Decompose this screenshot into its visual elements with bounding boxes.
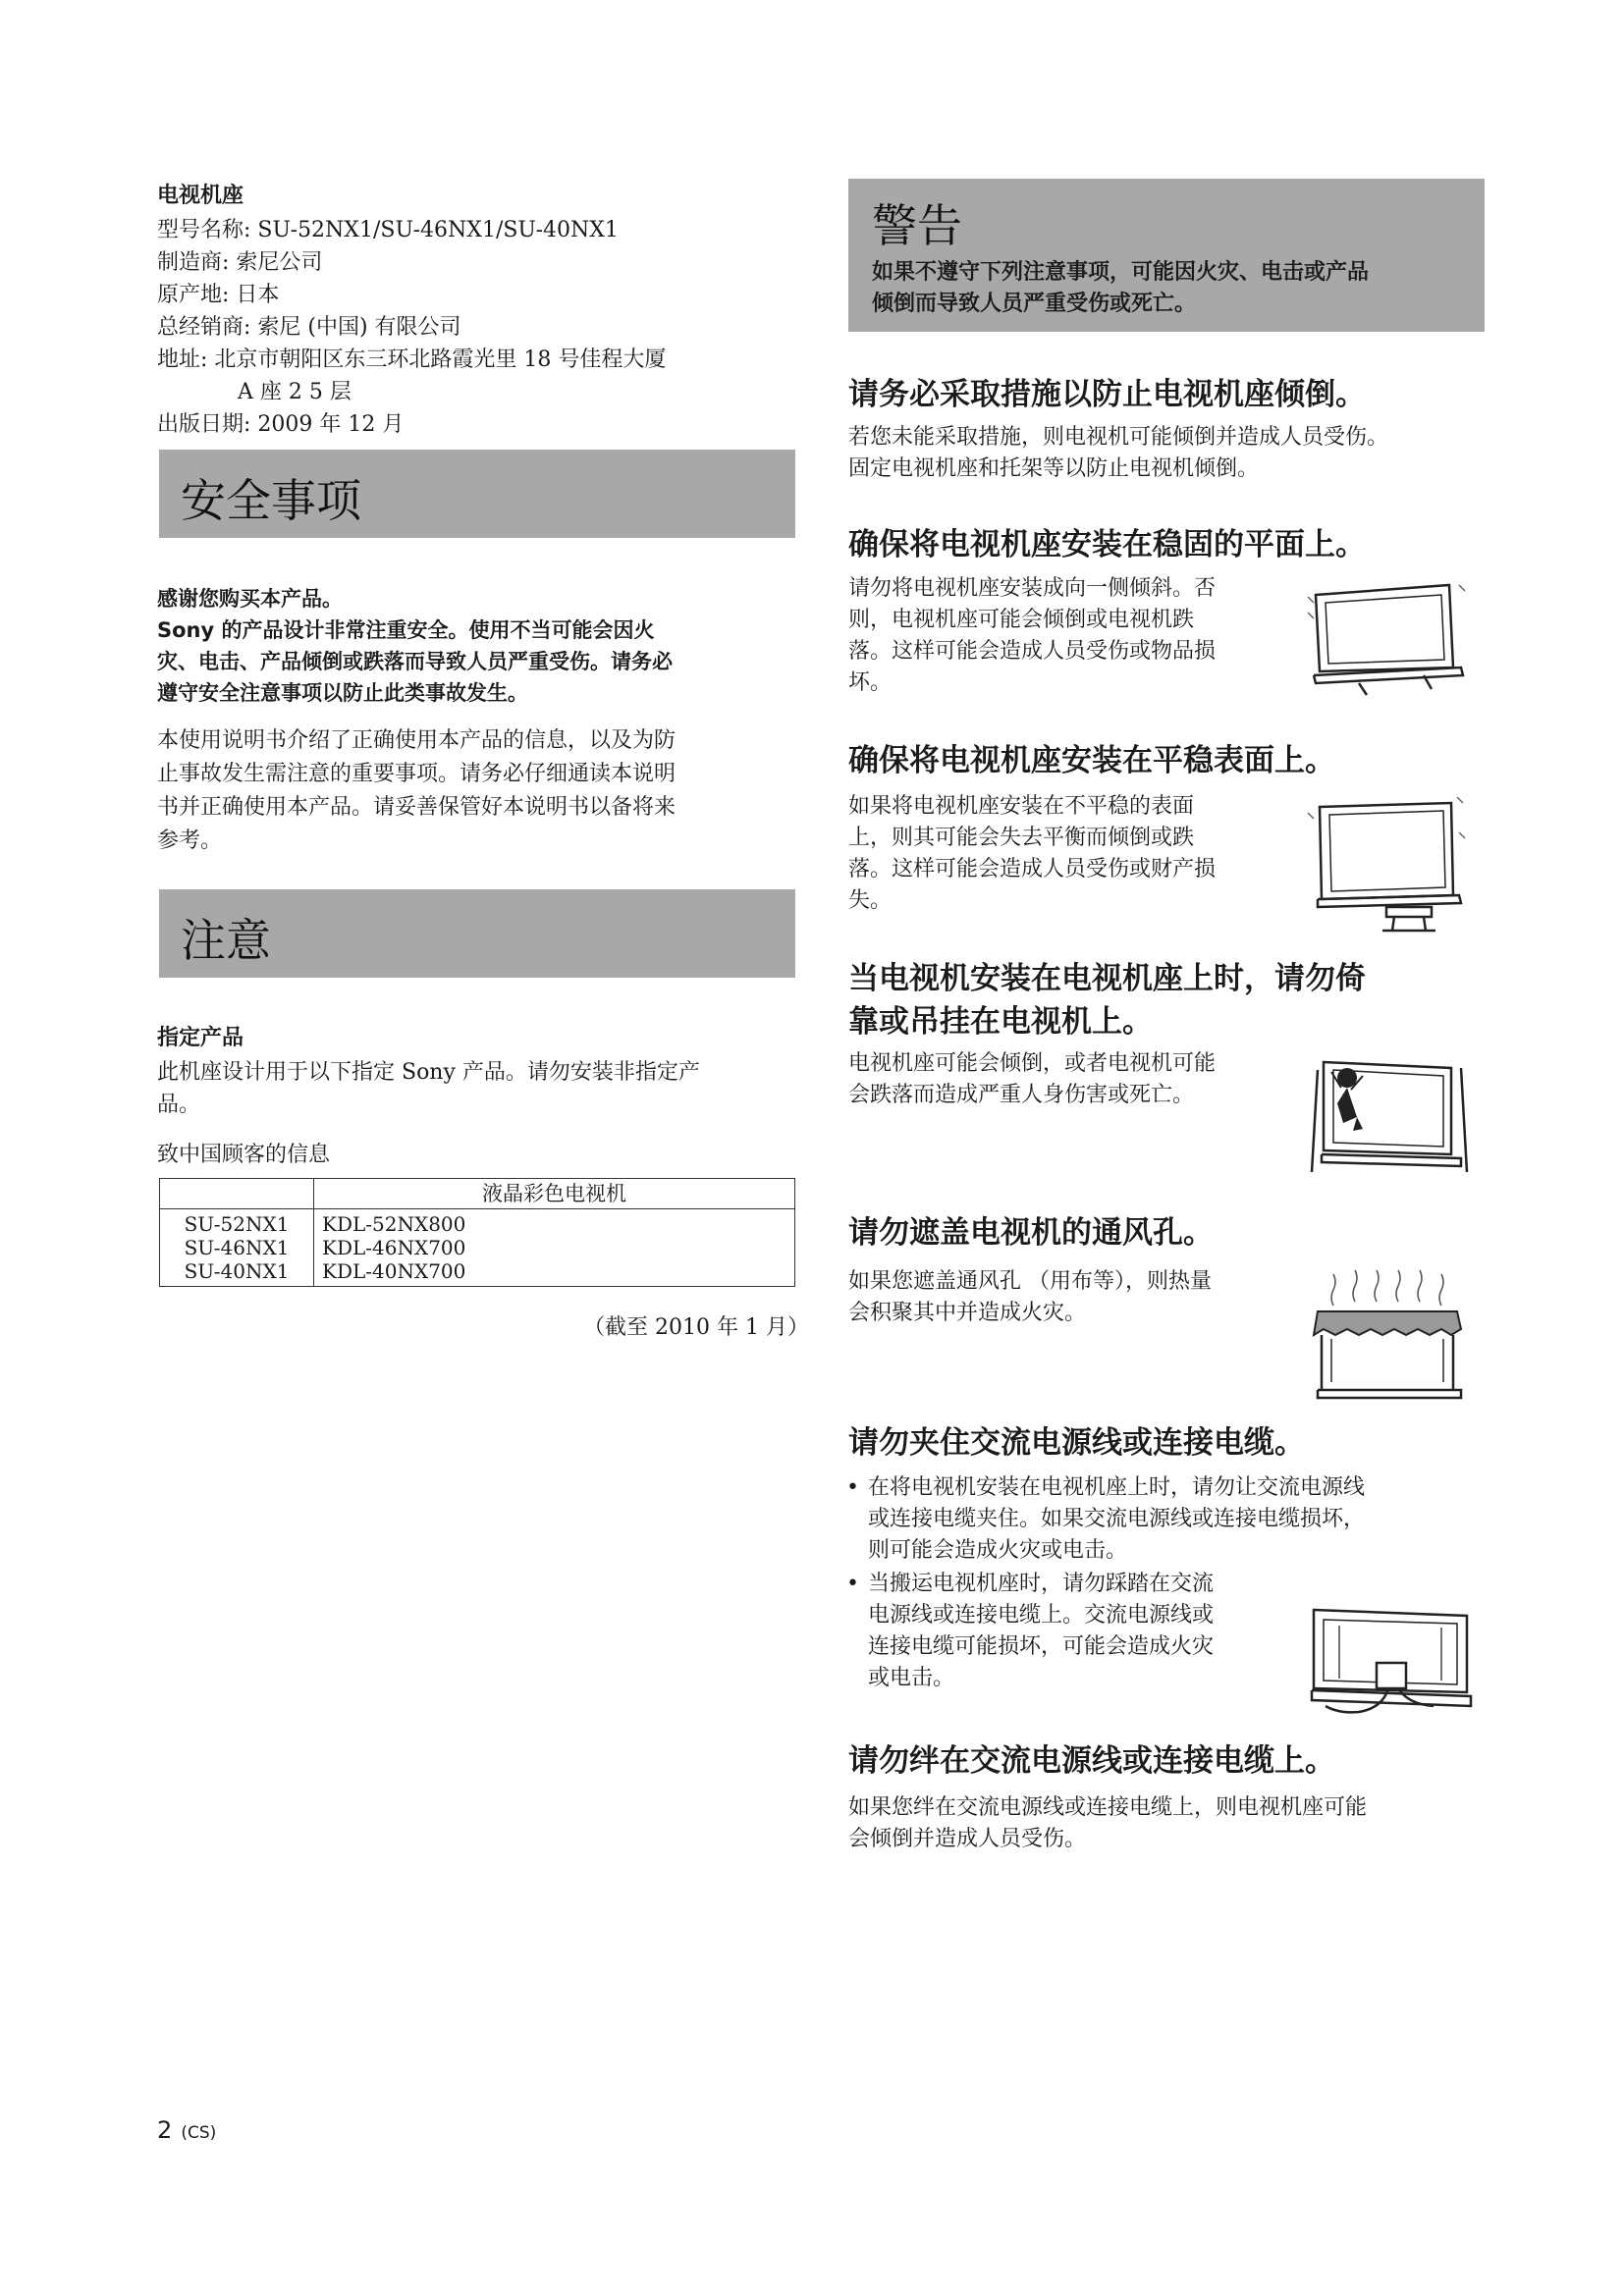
safety-intro-line: 遵守安全注意事项以防止此类事故发生。 [157, 681, 528, 705]
section-body-line: 则，电视机座可能会倾倒或电视机跌 [848, 608, 1195, 632]
safety-body [157, 724, 805, 858]
safety-intro [157, 583, 805, 709]
bullet-line: 连接电缆可能损坏，可能会造成火灾 [868, 1634, 1215, 1659]
section-title-level-surface [848, 739, 1335, 782]
section-body-do-not-lean [848, 1048, 1216, 1111]
section-title-line: 请勿夹住交流电源线或连接电缆。 [848, 1425, 1305, 1461]
warning-title: 警告 [872, 199, 962, 252]
address-line-2: A 座 2 5 层 [238, 380, 352, 404]
section-body-line: 如果将电视机座安装在不平稳的表面 [848, 794, 1195, 819]
caution-subhead: 指定产品 [157, 1026, 244, 1050]
section-title-pinch-cable [848, 1421, 1305, 1465]
section-title-line: 请勿绊在交流电源线或连接电缆上。 [848, 1743, 1335, 1779]
section-body-stable-surface [848, 573, 1216, 699]
section-title-line: 确保将电视机座安装在平稳表面上。 [848, 743, 1335, 778]
safety-title-band [159, 450, 795, 538]
section-title-do-not-lean [848, 957, 1366, 1043]
bullet-dot: • [846, 1572, 859, 1596]
table-header-cell: 液晶彩色电视机 [314, 1179, 795, 1209]
page-footer [157, 2116, 216, 2144]
section-title-line: 请勿遮盖电视机的通风孔。 [848, 1215, 1214, 1251]
warning-line: 如果不遵守下列注意事项，可能因火灾、电击或产品 [872, 260, 1370, 285]
caution-title-band [159, 889, 795, 978]
page-lang-code: (CS) [181, 2123, 217, 2143]
product-model-line: 型号名称: SU-52NX1/SU-46NX1/SU-40NX1 [157, 218, 619, 242]
publish-date-line: 出版日期: 2009 年 12 月 [157, 412, 405, 437]
caution-body-line: 品。 [157, 1093, 201, 1117]
stand-model: SU-46NX1 [184, 1236, 290, 1259]
model-table [159, 1178, 795, 1287]
address-line: 地址: 北京市朝阳区东三环北路霞光里 18 号佳程大厦 [157, 347, 667, 372]
bullet-dot: • [846, 1475, 859, 1500]
safety-intro-line: 灾、电击、产品倾倒或跌落而导致人员严重受伤。请务必 [157, 650, 673, 673]
section-body-line: 会跌落而造成严重人身伤害或死亡。 [848, 1083, 1195, 1107]
section-title-prevent-tipping [848, 373, 1366, 416]
caution-title: 注意 [181, 914, 271, 967]
product-info-heading: 电视机座 [157, 184, 244, 208]
tv-models-cell [314, 1209, 795, 1287]
origin-line: 原产地: 日本 [157, 283, 280, 307]
stand-model: SU-52NX1 [184, 1212, 290, 1236]
warning-box [848, 179, 1485, 332]
section-body-line: 固定电视机座和托架等以防止电视机倾倒。 [848, 456, 1260, 481]
safety-body-line: 本使用说明书介绍了正确使用本产品的信息，以及为防 [157, 728, 677, 753]
bullet-line: 或电击。 [868, 1666, 955, 1690]
section-body-trip-cable [848, 1792, 1367, 1855]
as-of-note: （截至 2010 年 1 月） [583, 1315, 809, 1340]
section-body-line: 如果您绊在交流电源线或连接电缆上，则电视机座可能 [848, 1795, 1368, 1820]
child-hanging-illustration [1304, 1048, 1471, 1186]
distributor-line: 总经销商: 索尼 (中国) 有限公司 [157, 315, 461, 340]
safety-intro-line: Sony 的产品设计非常注重安全。使用不当可能会因火 [157, 618, 655, 642]
section-title-line: 请务必采取措施以防止电视机座倾倒。 [848, 377, 1366, 412]
section-title-ventilation [848, 1211, 1214, 1255]
tilted-tv-illustration [1304, 573, 1471, 701]
tv-model: KDL-52NX800 [322, 1212, 466, 1236]
section-title-trip-cable [848, 1739, 1335, 1783]
section-body-line: 落。这样可能会造成人员受伤或物品损 [848, 639, 1217, 664]
safety-body-line: 书并正确使用本产品。请妥善保管好本说明书以备将来 [157, 795, 677, 820]
section-title-line: 确保将电视机座安装在稳固的平面上。 [848, 527, 1366, 562]
section-body-line: 会倾倒并造成人员受伤。 [848, 1827, 1087, 1851]
bullet-line: 电源线或连接电缆上。交流电源线或 [868, 1603, 1215, 1628]
stand-models-cell [160, 1209, 314, 1287]
section-body-line: 落。这样可能会造成人员受伤或财产损 [848, 857, 1217, 881]
safety-intro-line: 感谢您购买本产品。 [157, 587, 343, 611]
section-body-prevent-tipping [848, 422, 1388, 485]
product-info-block [157, 214, 795, 441]
stand-model: SU-40NX1 [184, 1259, 290, 1283]
section-body-line: 如果您遮盖通风孔 （用布等），则热量 [848, 1269, 1212, 1294]
table-row [160, 1209, 795, 1287]
section-body-line: 电视机座可能会倾倒，或者电视机可能 [848, 1051, 1217, 1076]
section-body-line: 坏。 [848, 670, 893, 695]
bullet-line: 当搬运电视机座时，请勿踩踏在交流 [868, 1572, 1215, 1596]
covered-vent-illustration [1304, 1264, 1471, 1412]
table-header-cell [160, 1179, 314, 1209]
safety-title: 安全事项 [181, 474, 361, 527]
section-title-line: 当电视机安装在电视机座上时，请勿倚 [848, 961, 1366, 996]
table-header-row [160, 1179, 795, 1209]
bullet-line: 或连接电缆夹住。如果交流电源线或连接电缆损坏， [868, 1507, 1366, 1531]
caution-body [157, 1056, 805, 1121]
bullet-line: 则可能会造成火灾或电击。 [868, 1538, 1128, 1563]
pinched-cable-illustration [1304, 1600, 1477, 1728]
warning-text [872, 257, 1369, 320]
section-body-ventilation [848, 1266, 1212, 1329]
section-title-line: 靠或吊挂在电视机上。 [848, 1004, 1153, 1040]
china-info-line: 致中国顾客的信息 [157, 1143, 331, 1167]
tv-model: KDL-40NX700 [322, 1259, 466, 1283]
section-body-line: 失。 [848, 888, 893, 913]
unstable-tv-illustration [1304, 793, 1471, 940]
section-body-line: 请勿将电视机座安装成向一侧倾斜。否 [848, 576, 1217, 601]
caution-body-line: 此机座设计用于以下指定 Sony 产品。请勿安装非指定产 [157, 1060, 700, 1085]
bullet-line: 在将电视机安装在电视机座上时，请勿让交流电源线 [868, 1475, 1366, 1500]
page-number: 2 [157, 2116, 173, 2144]
section-body-line: 上，则其可能会失去平衡而倾倒或跌 [848, 826, 1195, 850]
section-body-line: 会积聚其中并造成火灾。 [848, 1301, 1087, 1325]
tv-model: KDL-46NX700 [322, 1236, 466, 1259]
safety-body-line: 参考。 [157, 828, 223, 853]
section-body-level-surface [848, 791, 1216, 917]
warning-line: 倾倒而导致人员严重受伤或死亡。 [872, 292, 1197, 316]
safety-body-line: 止事故发生需注意的重要事项。请务必仔细通读本说明 [157, 762, 677, 786]
section-title-stable-surface [848, 523, 1366, 566]
bullet-item [842, 1472, 1471, 1567]
section-body-line: 若您未能采取措施，则电视机可能倾倒并造成人员受伤。 [848, 425, 1389, 450]
manufacturer-line: 制造商: 索尼公司 [157, 250, 323, 275]
